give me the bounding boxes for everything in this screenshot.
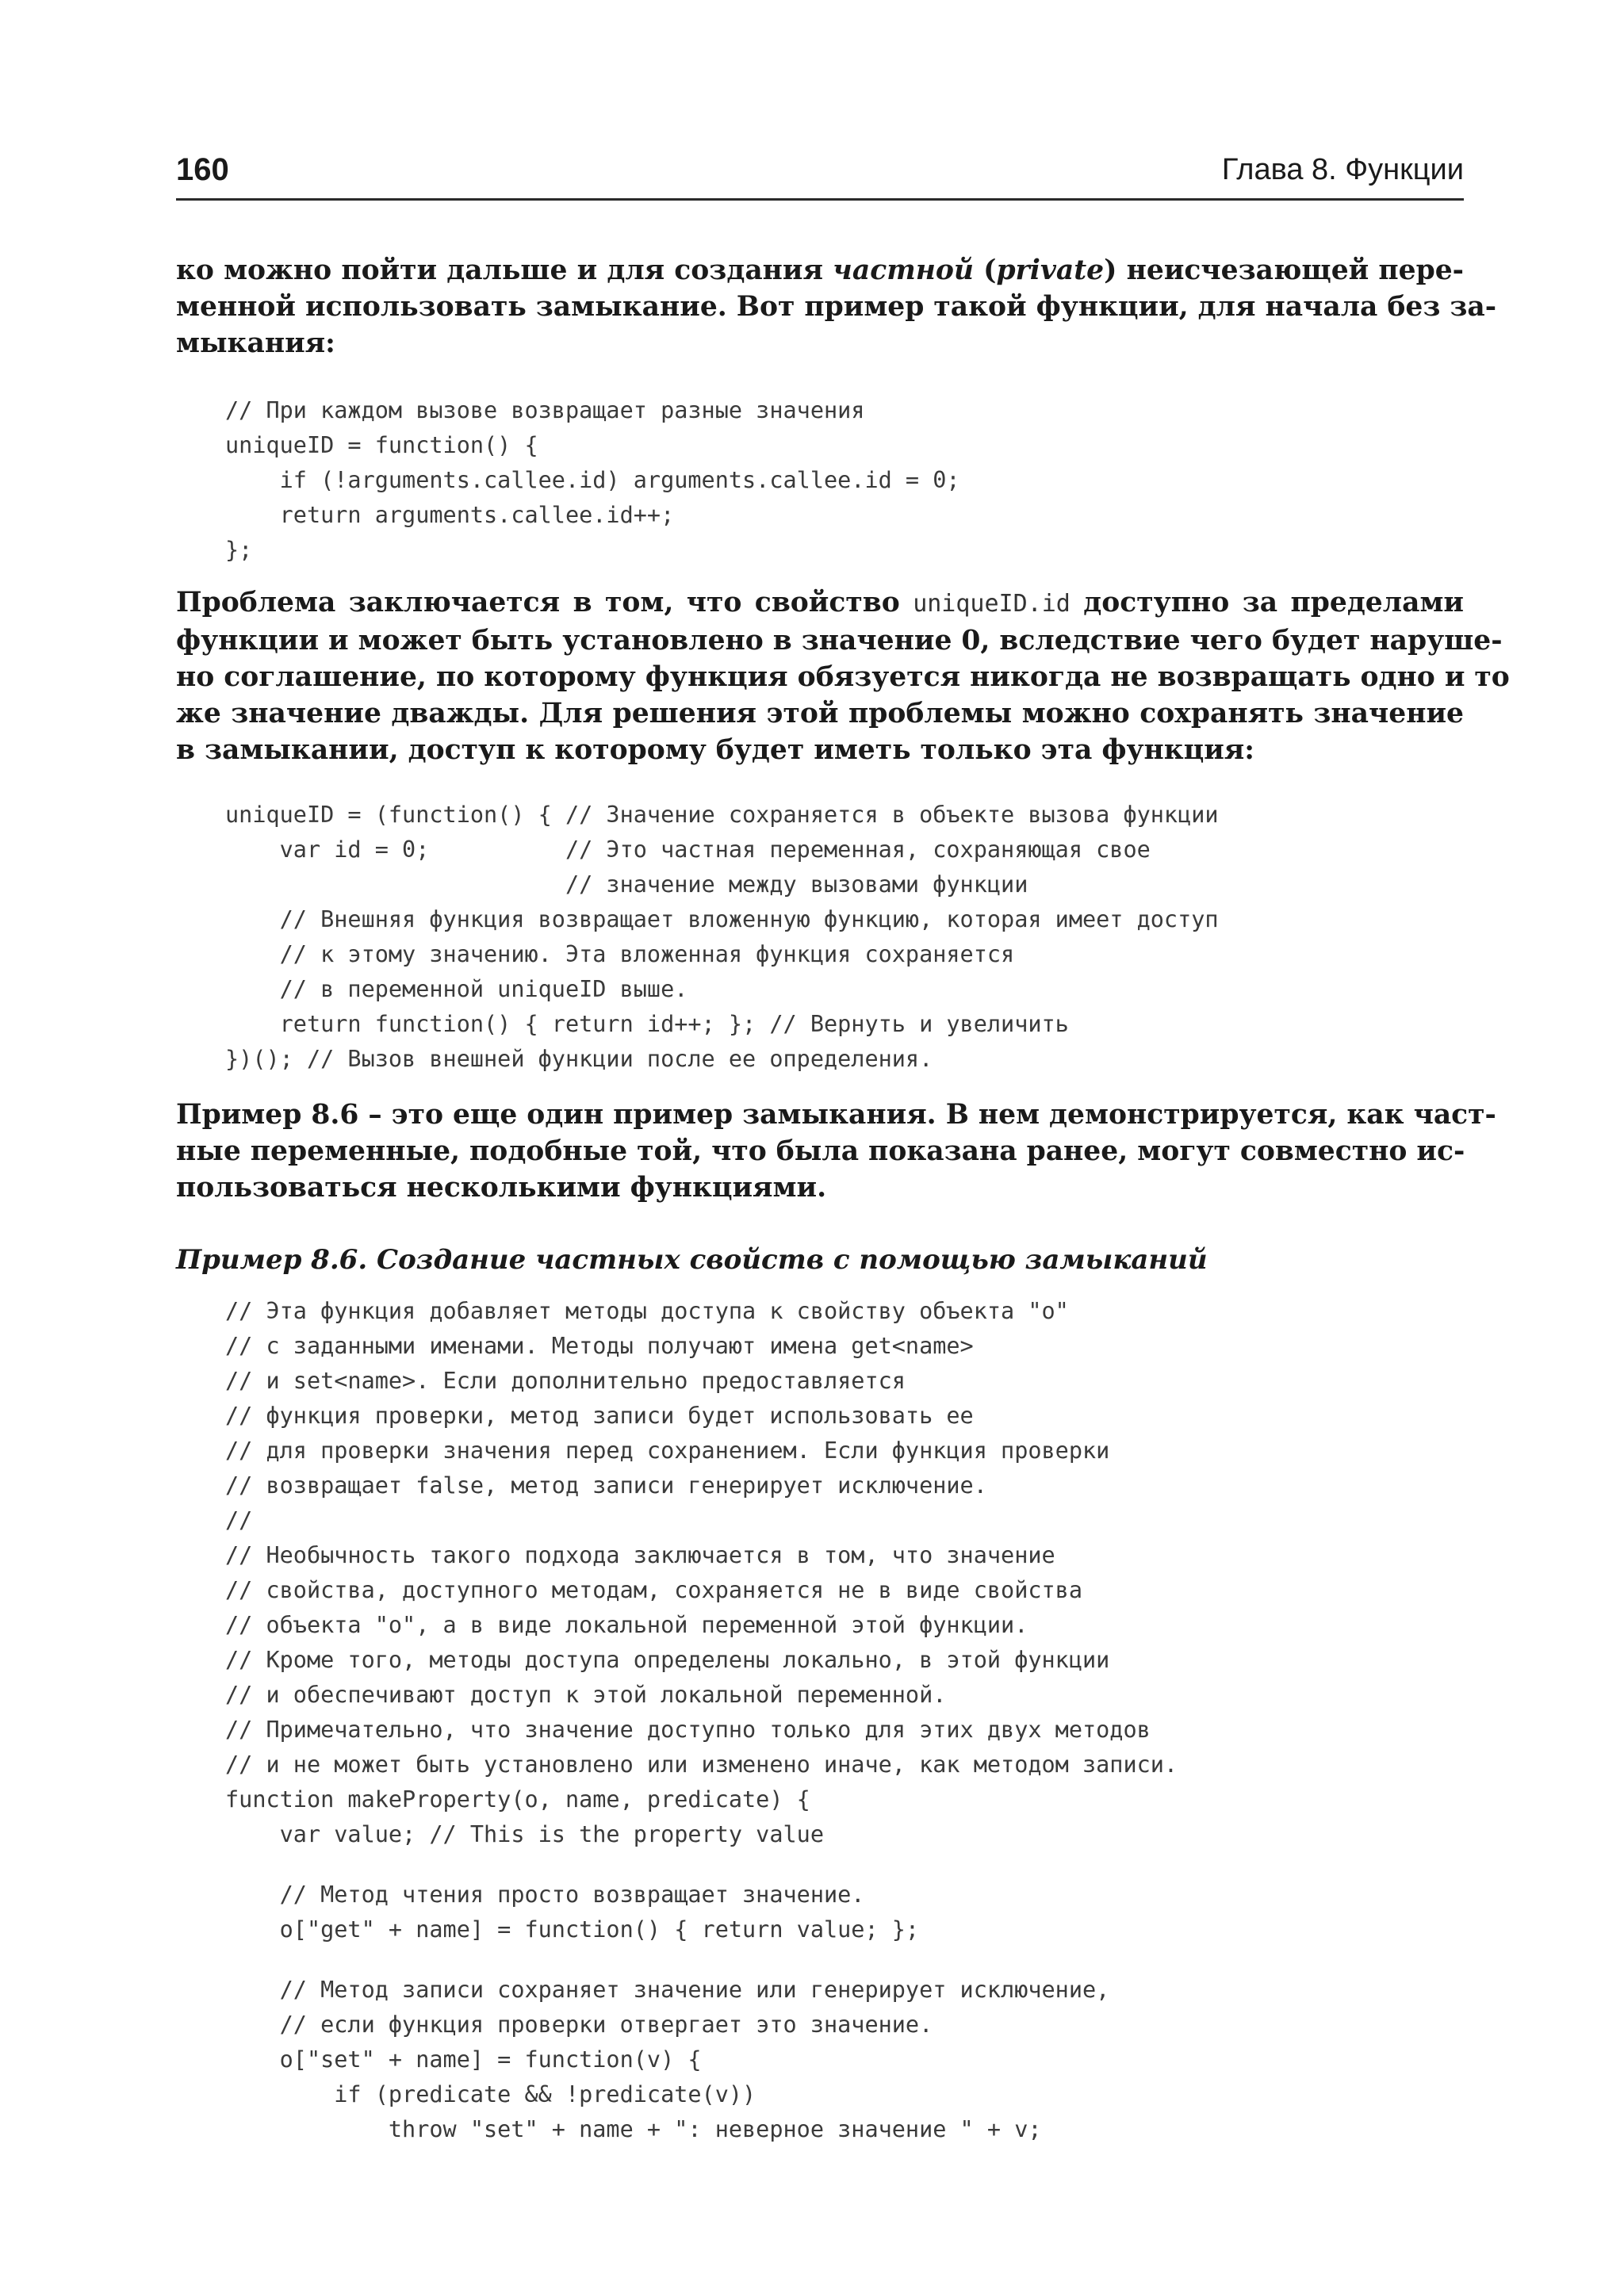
paragraph-line: пользоваться несколькими функциями. bbox=[176, 1172, 827, 1204]
code-listing-getter: // Метод чтения просто возвращает значение. o["get" + name] = function() { return value; }; bbox=[279, 1881, 920, 1943]
page-number: 160 bbox=[176, 152, 229, 187]
paragraph-problem bbox=[176, 584, 1510, 768]
paragraph-line: в замыкании, доступ к которому будет иметь только эта функция: bbox=[176, 734, 1255, 766]
code-listing-setter: // Метод записи сохраняет значение или генерирует исключение, // если функция проверки отвергает это значение. o["set" + name] = function(v) { if (predicate && !predicate(v)) throw "set" + name + ": неверное значение " + v; bbox=[279, 1977, 1110, 2142]
inline-code: uniqueID.id bbox=[913, 590, 1071, 618]
term-private-en: private bbox=[996, 255, 1105, 286]
paragraph-intro bbox=[176, 252, 1497, 362]
paragraph-example-intro bbox=[176, 1097, 1496, 1206]
page-header bbox=[176, 147, 1464, 201]
code-listing-uniqueid-callee: // При каждом вызове возвращает разные значения uniqueID = function() { if (!arguments.callee.id) arguments.callee.id = 0; return arguments.callee.id++; }; bbox=[225, 397, 960, 563]
code-listing-makeproperty: // Эта функция добавляет методы доступа к свойству объекта "o" // с заданными именами. Методы получают имена get<name> // и set<name>. Если дополнительно предоставляется // функция проверки, метод записи будет использовать ее // для проверки значения перед сохранением. Если функция проверки // возвращает false, метод записи генерирует исключение. // // Необычность такого подхода заключается в том, что значение // свойства, доступного методам, сохраняется не в виде свойства // объекта "o", а в виде локальной переменной этой функции. // Кроме того, методы доступа определены локально, в этой функции // и обеспечивают доступ к этой локальной переменной. // Примечательно, что значение доступно только для этих двух методов // и не может быть установлено или изменено иначе, как методом записи. function makeProperty(o, name, predicate) { var value; // This is the property value bbox=[225, 1298, 1178, 1847]
paragraph-line: Пример 8.6 – это еще один пример замыкания. В нем демонстрируется, как част- bbox=[176, 1099, 1496, 1131]
paragraph-line: же значение дважды. Для решения этой проблемы можно сохранять значение bbox=[176, 698, 1464, 729]
paragraph-line: менной использовать замыкание. Вот пример такой функции, для начала без за- bbox=[176, 291, 1497, 323]
paragraph-line: мыкания: bbox=[176, 327, 335, 359]
paragraph-line: ные переменные, подобные той, что была показана ранее, могут совместно ис- bbox=[176, 1135, 1465, 1167]
paragraph-line: Проблема заключается в том, что свойство uniqueID.id доступно за пределами bbox=[176, 587, 1464, 618]
chapter-title: Глава 8. Функции bbox=[1221, 153, 1464, 186]
paragraph-line: но соглашение, по которому функция обязуется никогда не возвращать одно и то bbox=[176, 661, 1510, 693]
paragraph-line: функции и может быть установлено в значение 0, вследствие чего будет наруше- bbox=[176, 625, 1503, 657]
paragraph-line: ко можно пойти дальше и для создания частной (private) неисчезающей пере- bbox=[176, 255, 1464, 286]
example-caption: Пример 8.6. Создание частных свойств с помощью замыканий bbox=[176, 1244, 1208, 1276]
term-private-ru: частной bbox=[833, 255, 974, 286]
code-listing-uniqueid-closure: uniqueID = (function() { // Значение сохраняется в объекте вызова функции var id = 0; // Это частная переменная, сохраняющая свое // значение между вызовами функции // Внешняя функция возвращает вложенную функцию, которая имеет доступ // к этому значению. Эта вложенная функция сохраняется // в переменной uniqueID выше. return function() { return id++; }; // Вернуть и увеличить })(); // Вызов внешней функции после ее определения. bbox=[225, 802, 1219, 1072]
